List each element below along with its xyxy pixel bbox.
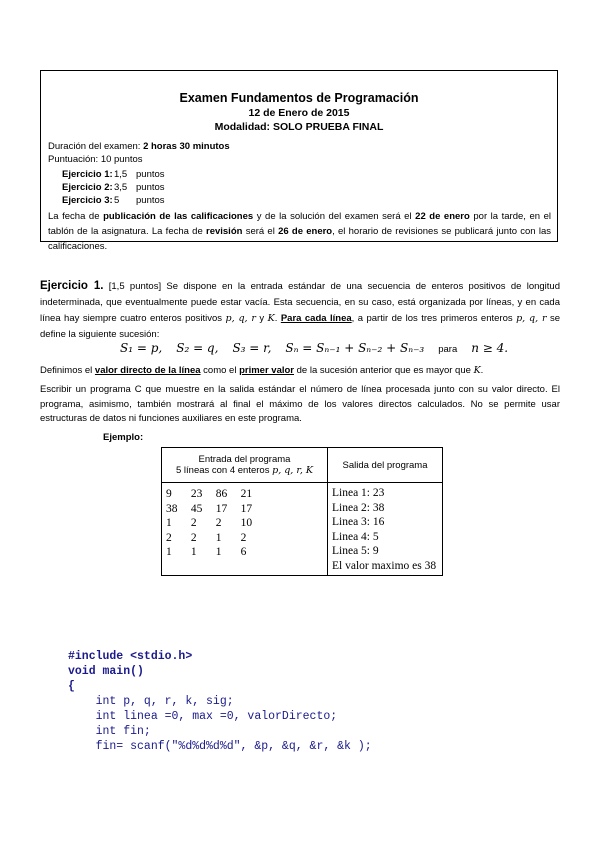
output-line: El valor maximo es 38 (332, 559, 437, 572)
exercise-1-heading: Ejercicio 1. (40, 280, 104, 292)
exam-score: Puntuación: 10 puntos (48, 154, 143, 165)
code-line: int p, q, r, k, sig; (68, 695, 234, 708)
exam-header-box (40, 70, 558, 252)
output-line: Linea 4: 5 (332, 530, 379, 543)
output-header: Salida del programa (328, 448, 443, 483)
exercise-points-row: Ejercicio 1:1,5 puntos (62, 169, 165, 180)
input-row: 1 2 2 10 (166, 517, 253, 529)
exam-date: 12 de Enero de 2015 (248, 107, 350, 119)
task-description: Escribir un programa C que muestre en la salida estándar el número de línea procesada junto con su valor directo. El programa, asimismo, también mostrará al final el máximo de los valores directos calculados. No se permite usar estructuras de datos ni funciones auxiliares en este programa. (40, 384, 560, 424)
output-line: Linea 5: 9 (332, 545, 379, 557)
exercise-points-row: Ejercicio 3:5 puntos (62, 195, 165, 206)
code-listing (68, 649, 372, 754)
code-line: int linea =0, max =0, valorDirecto; (68, 710, 338, 723)
output-line: Linea 3: 16 (332, 516, 385, 528)
grades-notice: La fecha de publicación de las calificaciones y de la solución del examen será el 22 de enero por la tarde, en el tablón de la asignatura. La fecha de revisión será el 26 de enero, el horario de revisiones se publicará junto con las calificaciones. (48, 211, 552, 252)
exercise-points-row: Ejercicio 2:3,5 puntos (62, 182, 165, 193)
input-cell (162, 483, 328, 576)
exam-duration: Duración del examen: 2 horas 30 minutos (48, 141, 230, 152)
output-cell (328, 483, 443, 576)
example-label: Ejemplo: (103, 432, 144, 443)
output-line: Linea 1: 23 (332, 487, 385, 499)
input-row: 2 2 1 2 (166, 531, 247, 544)
input-header: Entrada del programa 5 líneas con 4 enteros p, q, r, K (162, 448, 328, 483)
direct-value-definition: Definimos el valor directo de la línea como el primer valor de la sucesión anterior que es mayor que K. (40, 365, 484, 376)
for-each-line-text: Para cada línea (280, 313, 352, 324)
exam-modality: Modalidad: SOLO PRUEBA FINAL (214, 121, 384, 133)
input-row: 38 45 17 17 (166, 502, 253, 515)
input-row: 9 23 86 21 (166, 488, 253, 500)
exercise-1-statement: Ejercicio 1. [1,5 puntos] Se dispone en la entrada estándar de una secuencia de enteros positivos de longitud indeterminada, que eventualmente puede estar vacía. Esta secuencia, en su caso, está organizada por líneas, y en cada línea hay siempre cuatro enteros positivos p, q, r y K. Para cada línea, a partir de los tres primeros enteros p, q, r se define la siguiente sucesión: (40, 280, 560, 340)
code-line: { (68, 680, 75, 693)
code-line: fin= scanf("%d%d%d%d", &p, &q, &r, &k ); (68, 740, 372, 753)
code-line: void main() (68, 665, 144, 678)
sequence-formula: S₁ = p, S₂ = q, S₃ = r, Sₙ = Sₙ₋₁ + Sₙ₋₂ + Sₙ₋₃ para n ≥ 4. (120, 341, 509, 355)
input-row: 1 1 1 6 (166, 546, 247, 558)
exam-title: Examen Fundamentos de Programación (179, 91, 419, 105)
code-line: #include <stdio.h> (68, 650, 193, 663)
code-line: int fin; (68, 725, 151, 738)
example-table (161, 447, 443, 576)
output-line: Linea 2: 38 (332, 501, 385, 514)
